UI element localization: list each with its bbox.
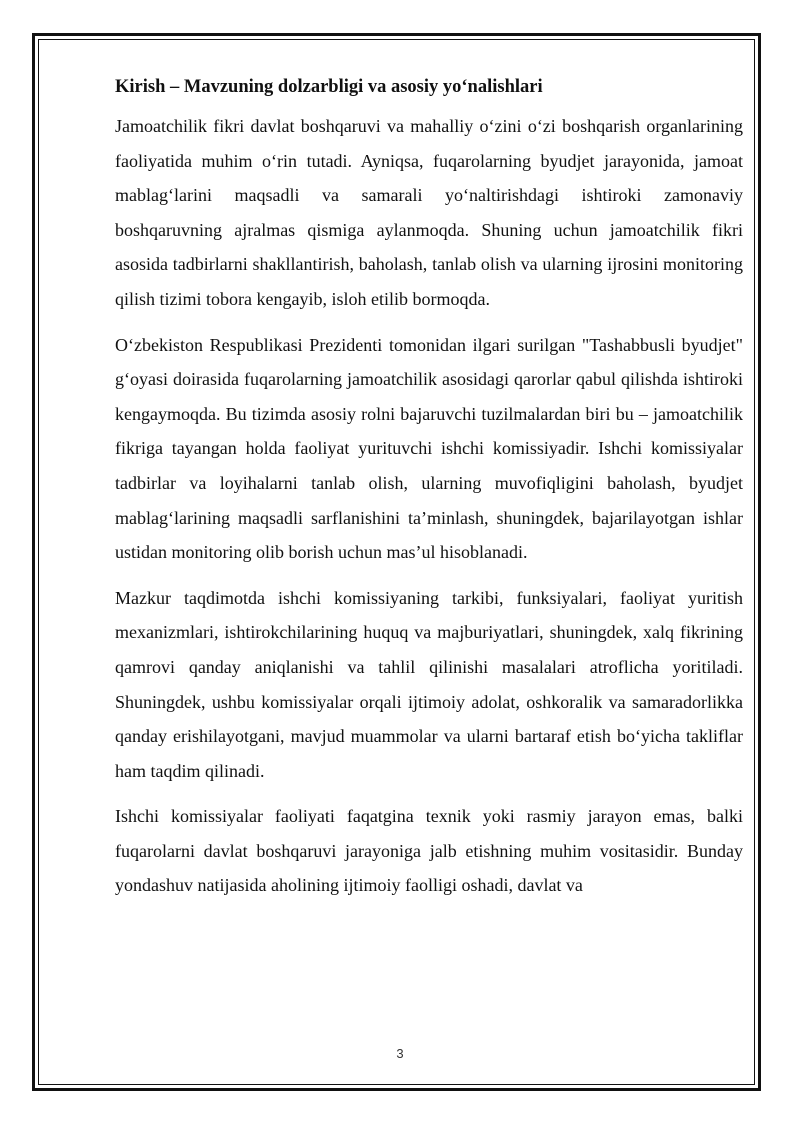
page-number: 3	[396, 1046, 404, 1061]
document-body	[115, 70, 743, 914]
paragraph-1: Jamoatchilik fikri davlat boshqaruvi va mahalliy o‘zini o‘zi boshqarish organlarining faoliyatida muhim o‘rin tutadi. Ayniqsa, fuqarolarning byudjet jarayonida, jamoat mablag‘larini maqsadli va samarali yo‘naltirishdagi ishtiroki zamonaviy boshqaruvning ajralmas qismiga aylanmoqda. Shuning uchun jamoatchilik fikri asosida tadbirlarni shakllantirish, baholash, tanlab olish va ularning ijrosini monitoring qilish tizimi tobora kengayib, isloh etilib bormoqda.	[115, 116, 743, 309]
paragraph-3: Mazkur taqdimotda ishchi komissiyaning tarkibi, funksiyalari, faoliyat yuritish mexanizmlari, ishtirokchilarining huquq va majburiyatlari, shuningdek, xalq fikrining qamrovi qanday aniqlanishi va tahlil qilinishi masalalari atroflicha yoritiladi. Shuningdek, ushbu komissiyalar orqali ijtimoiy adolat, oshkoralik va samaradorlikka qanday erishilayotgani, mavjud muammolar va ularni bartaraf etish bo‘yicha takliflar ham taqdim qilinadi.	[115, 587, 743, 781]
paragraph-2: O‘zbekiston Respublikasi Prezidenti tomonidan ilgari surilgan "Tashabbusli byudjet" g‘oyasi doirasida fuqarolarning jamoatchilik asosidagi qarorlar qabul qilishda ishtiroki kengaymoqda. Bu tizimda asosiy rolni bajaruvchi tuzilmalardan biri bu – jamoatchilik fikriga tayangan holda faoliyat yurituvchi ishchi komissiyadir. Ishchi komissiyalar tadbirlar va loyihalarni tanlab olish, ularning muvofiqligini baholash, byudjet mablag‘larining maqsadli sarflanishini ta’minlash, shuningdek, bajarilayotgan ishlar ustidan monitoring olib borish uchun mas’ul hisoblanadi.	[115, 334, 743, 563]
paragraph-4: Ishchi komissiyalar faoliyati faqatgina texnik yoki rasmiy jarayon emas, balki fuqarolarni davlat boshqaruvi jarayoniga jalb etishning muhim vositasidir. Bunday yondashuv natijasida aholining ijtimoiy faolligi oshadi, davlat va	[115, 806, 743, 896]
section-heading: Kirish – Mavzuning dolzarbligi va asosiy yo‘nalishlari	[115, 77, 543, 97]
